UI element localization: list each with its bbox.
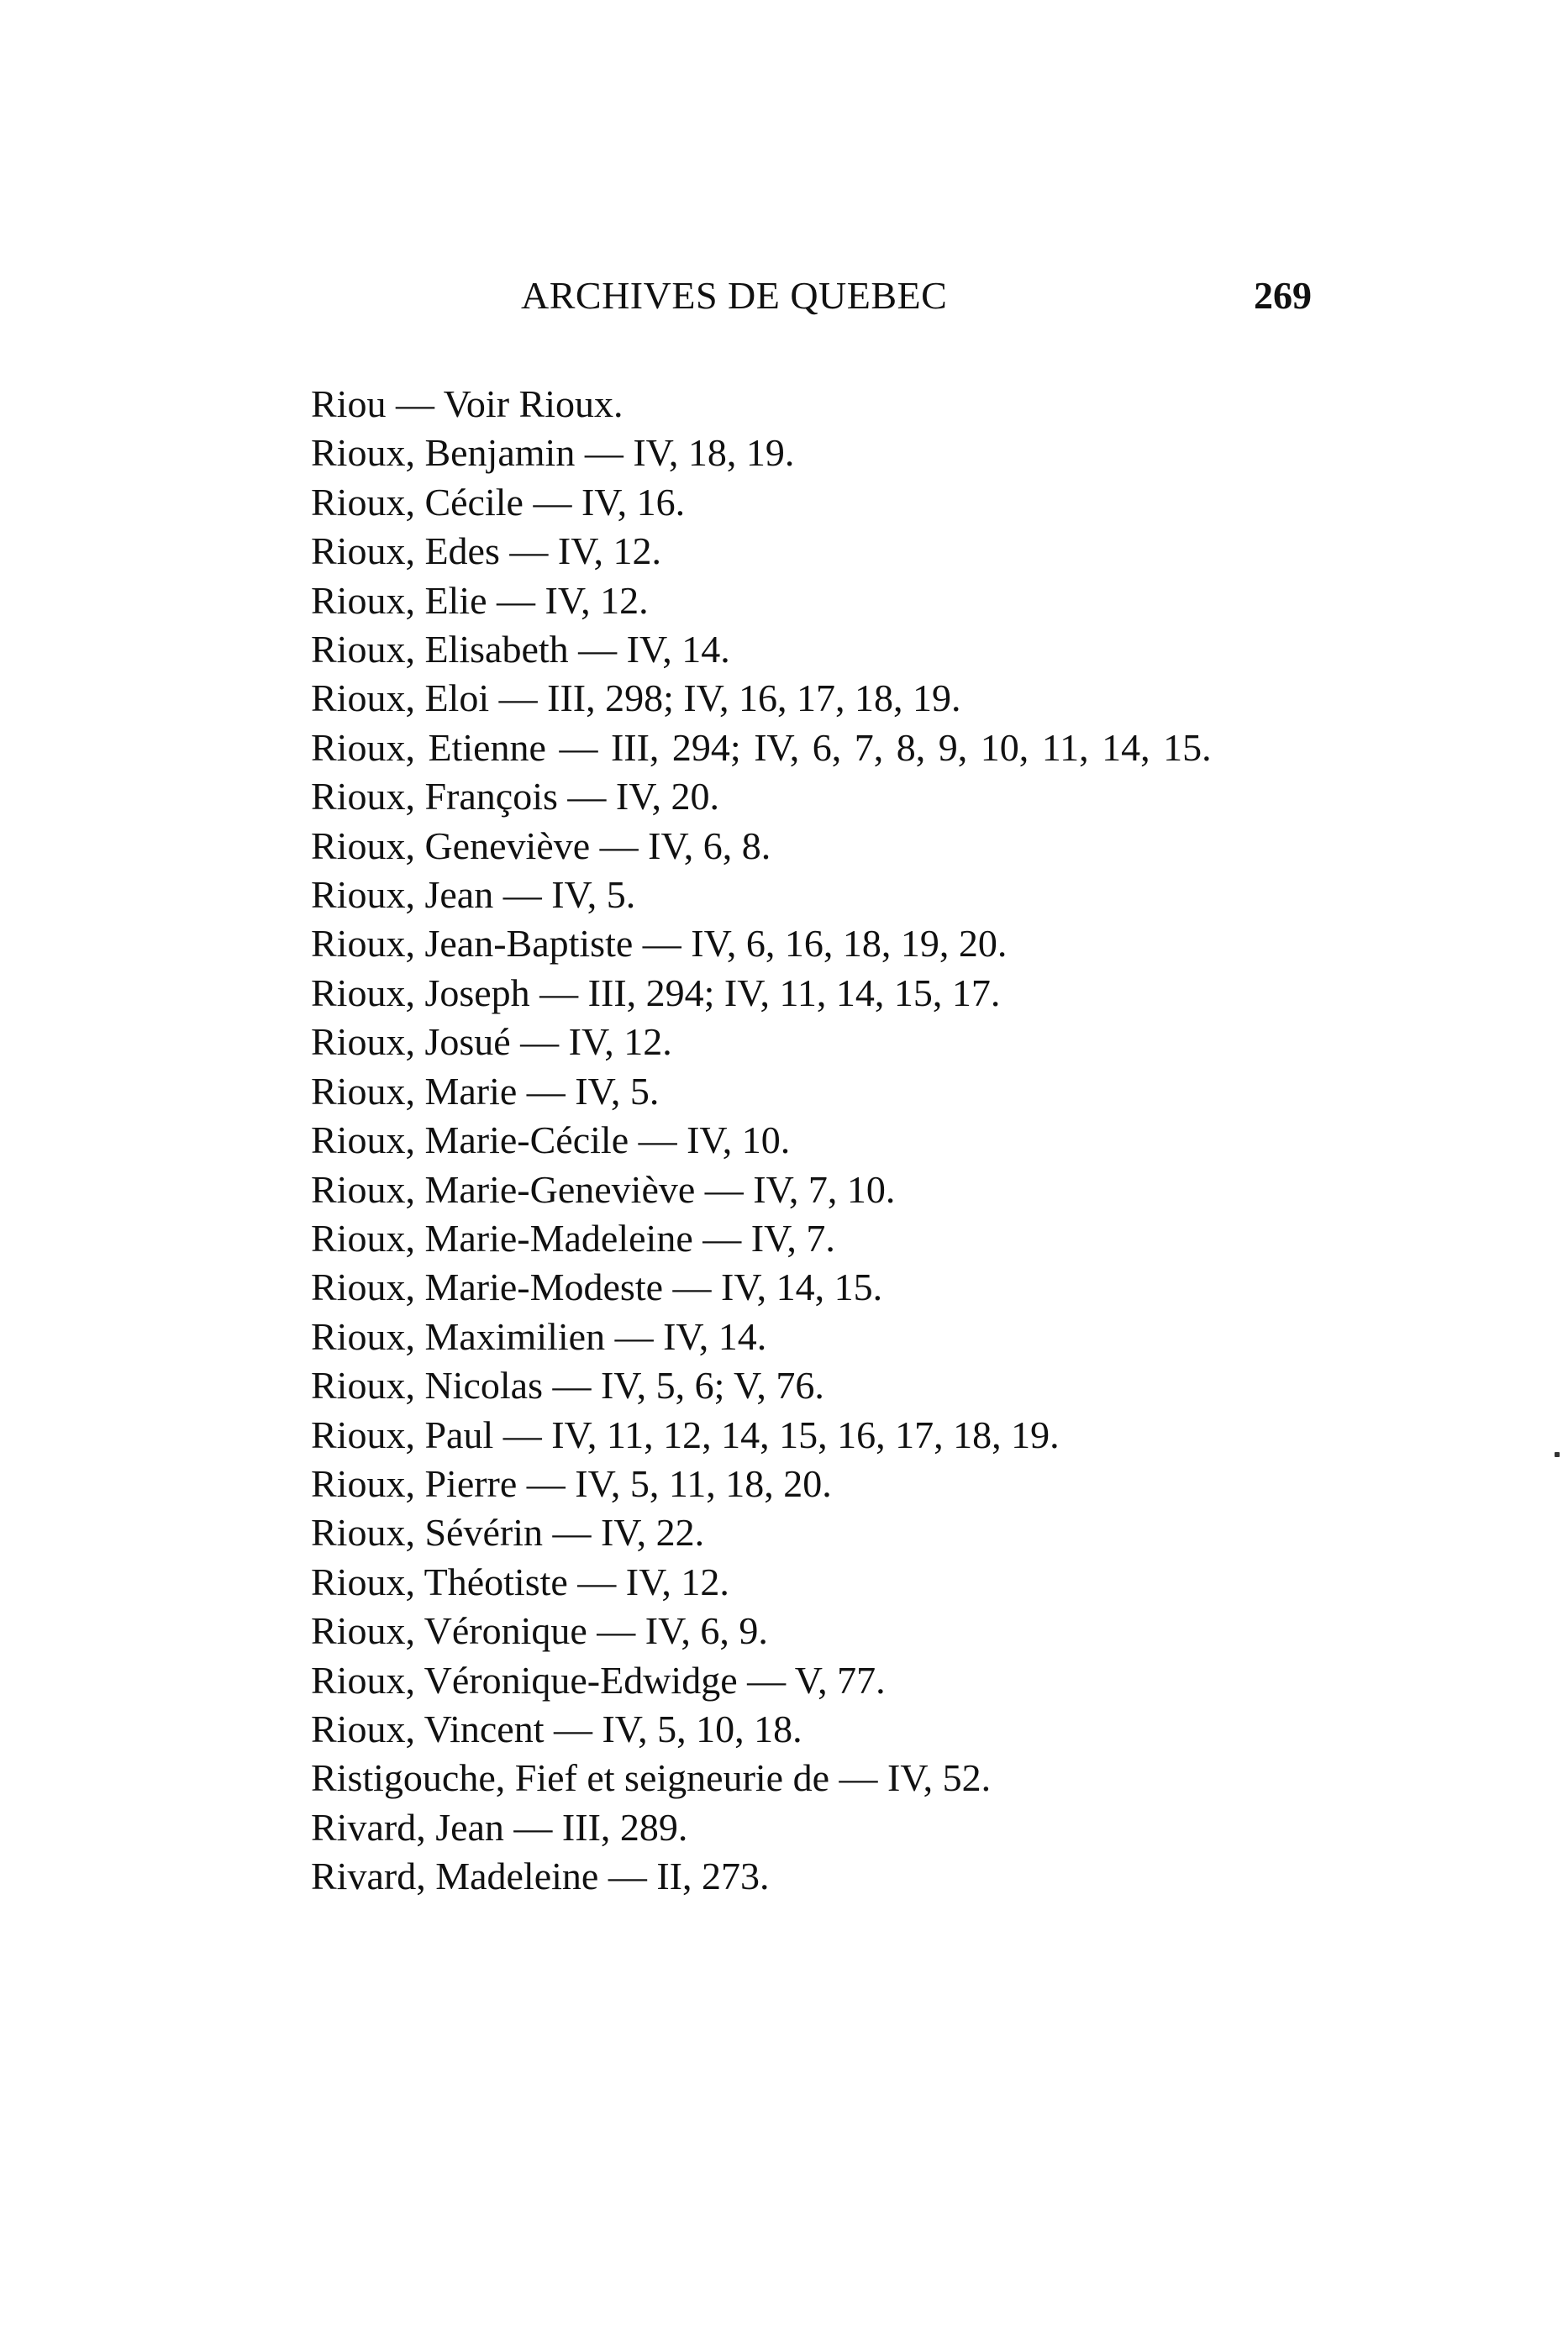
index-entry: Rioux, Joseph — III, 294; IV, 11, 14, 15, 17.	[311, 971, 1001, 1014]
index-entry: Rioux, Marie-Cécile — IV, 10.	[311, 1118, 791, 1162]
index-entry: Rioux, Paul — IV, 11, 12, 14, 15, 16, 17, 18, 19.	[311, 1413, 1060, 1456]
index-entry: Riou — Voir Rioux.	[311, 382, 624, 425]
index-entry: Ristigouche, Fief et seigneurie de — IV, 52.	[311, 1756, 992, 1800]
index-entry: Rioux, Jean-Baptiste — IV, 6, 16, 18, 19, 20.	[311, 922, 1008, 966]
index-entry: Rioux, Véronique — IV, 6, 9.	[311, 1609, 768, 1653]
index-entry: Rioux, Véronique-Edwidge — V, 77.	[311, 1658, 886, 1702]
index-entry: Rioux, Maximilien — IV, 14.	[311, 1314, 767, 1358]
index-entry: Rioux, Geneviève — IV, 6, 8.	[311, 824, 771, 867]
index-entry: Rioux, Josué — IV, 12.	[311, 1020, 672, 1064]
index-entry: Rioux, Elisabeth — IV, 14.	[311, 628, 730, 671]
running-head-title: ARCHIVES DE QUEBEC	[521, 274, 948, 317]
index-entry: Rioux, Pierre — IV, 5, 11, 18, 20.	[311, 1461, 832, 1505]
index-entry: Rioux, Sévérin — IV, 22.	[311, 1511, 705, 1555]
index-entry: Rioux, Nicolas — IV, 5, 6; V, 76.	[311, 1364, 824, 1408]
index-entry: Rioux, Marie — IV, 5.	[311, 1069, 660, 1113]
index-entry: Rioux, Elie — IV, 12.	[311, 578, 649, 622]
index-entry: Rioux, François — IV, 20.	[311, 775, 719, 818]
index-entry: Rioux, Eloi — III, 298; IV, 16, 17, 18, 19.	[311, 676, 961, 720]
running-head	[0, 273, 1568, 332]
index-entry: Rioux, Etienne — III, 294; IV, 6, 7, 8, 9, 10, 11, 14, 15.	[311, 725, 1212, 769]
index-entry: Rioux, Marie-Madeleine — IV, 7.	[311, 1216, 835, 1260]
index-entry: Rioux, Edes — IV, 12.	[311, 529, 661, 573]
page-number: 269	[1254, 274, 1312, 317]
index-entry: Rivard, Jean — III, 289.	[311, 1805, 688, 1849]
index-entry: Rioux, Vincent — IV, 5, 10, 18.	[311, 1707, 802, 1750]
index-entry: Rioux, Théotiste — IV, 12.	[311, 1560, 729, 1603]
index-entry: Rioux, Jean — IV, 5.	[311, 873, 636, 917]
index-entry: Rioux, Marie-Geneviève — IV, 7, 10.	[311, 1167, 896, 1211]
index-entry: Rivard, Madeleine — II, 273.	[311, 1855, 770, 1898]
print-speck	[1555, 1452, 1560, 1457]
index-entry: Rioux, Marie-Modeste — IV, 14, 15.	[311, 1266, 883, 1309]
index-entry: Rioux, Cécile — IV, 16.	[311, 480, 686, 524]
index-entry: Rioux, Benjamin — IV, 18, 19.	[311, 431, 795, 475]
index-list	[218, 380, 1344, 1902]
